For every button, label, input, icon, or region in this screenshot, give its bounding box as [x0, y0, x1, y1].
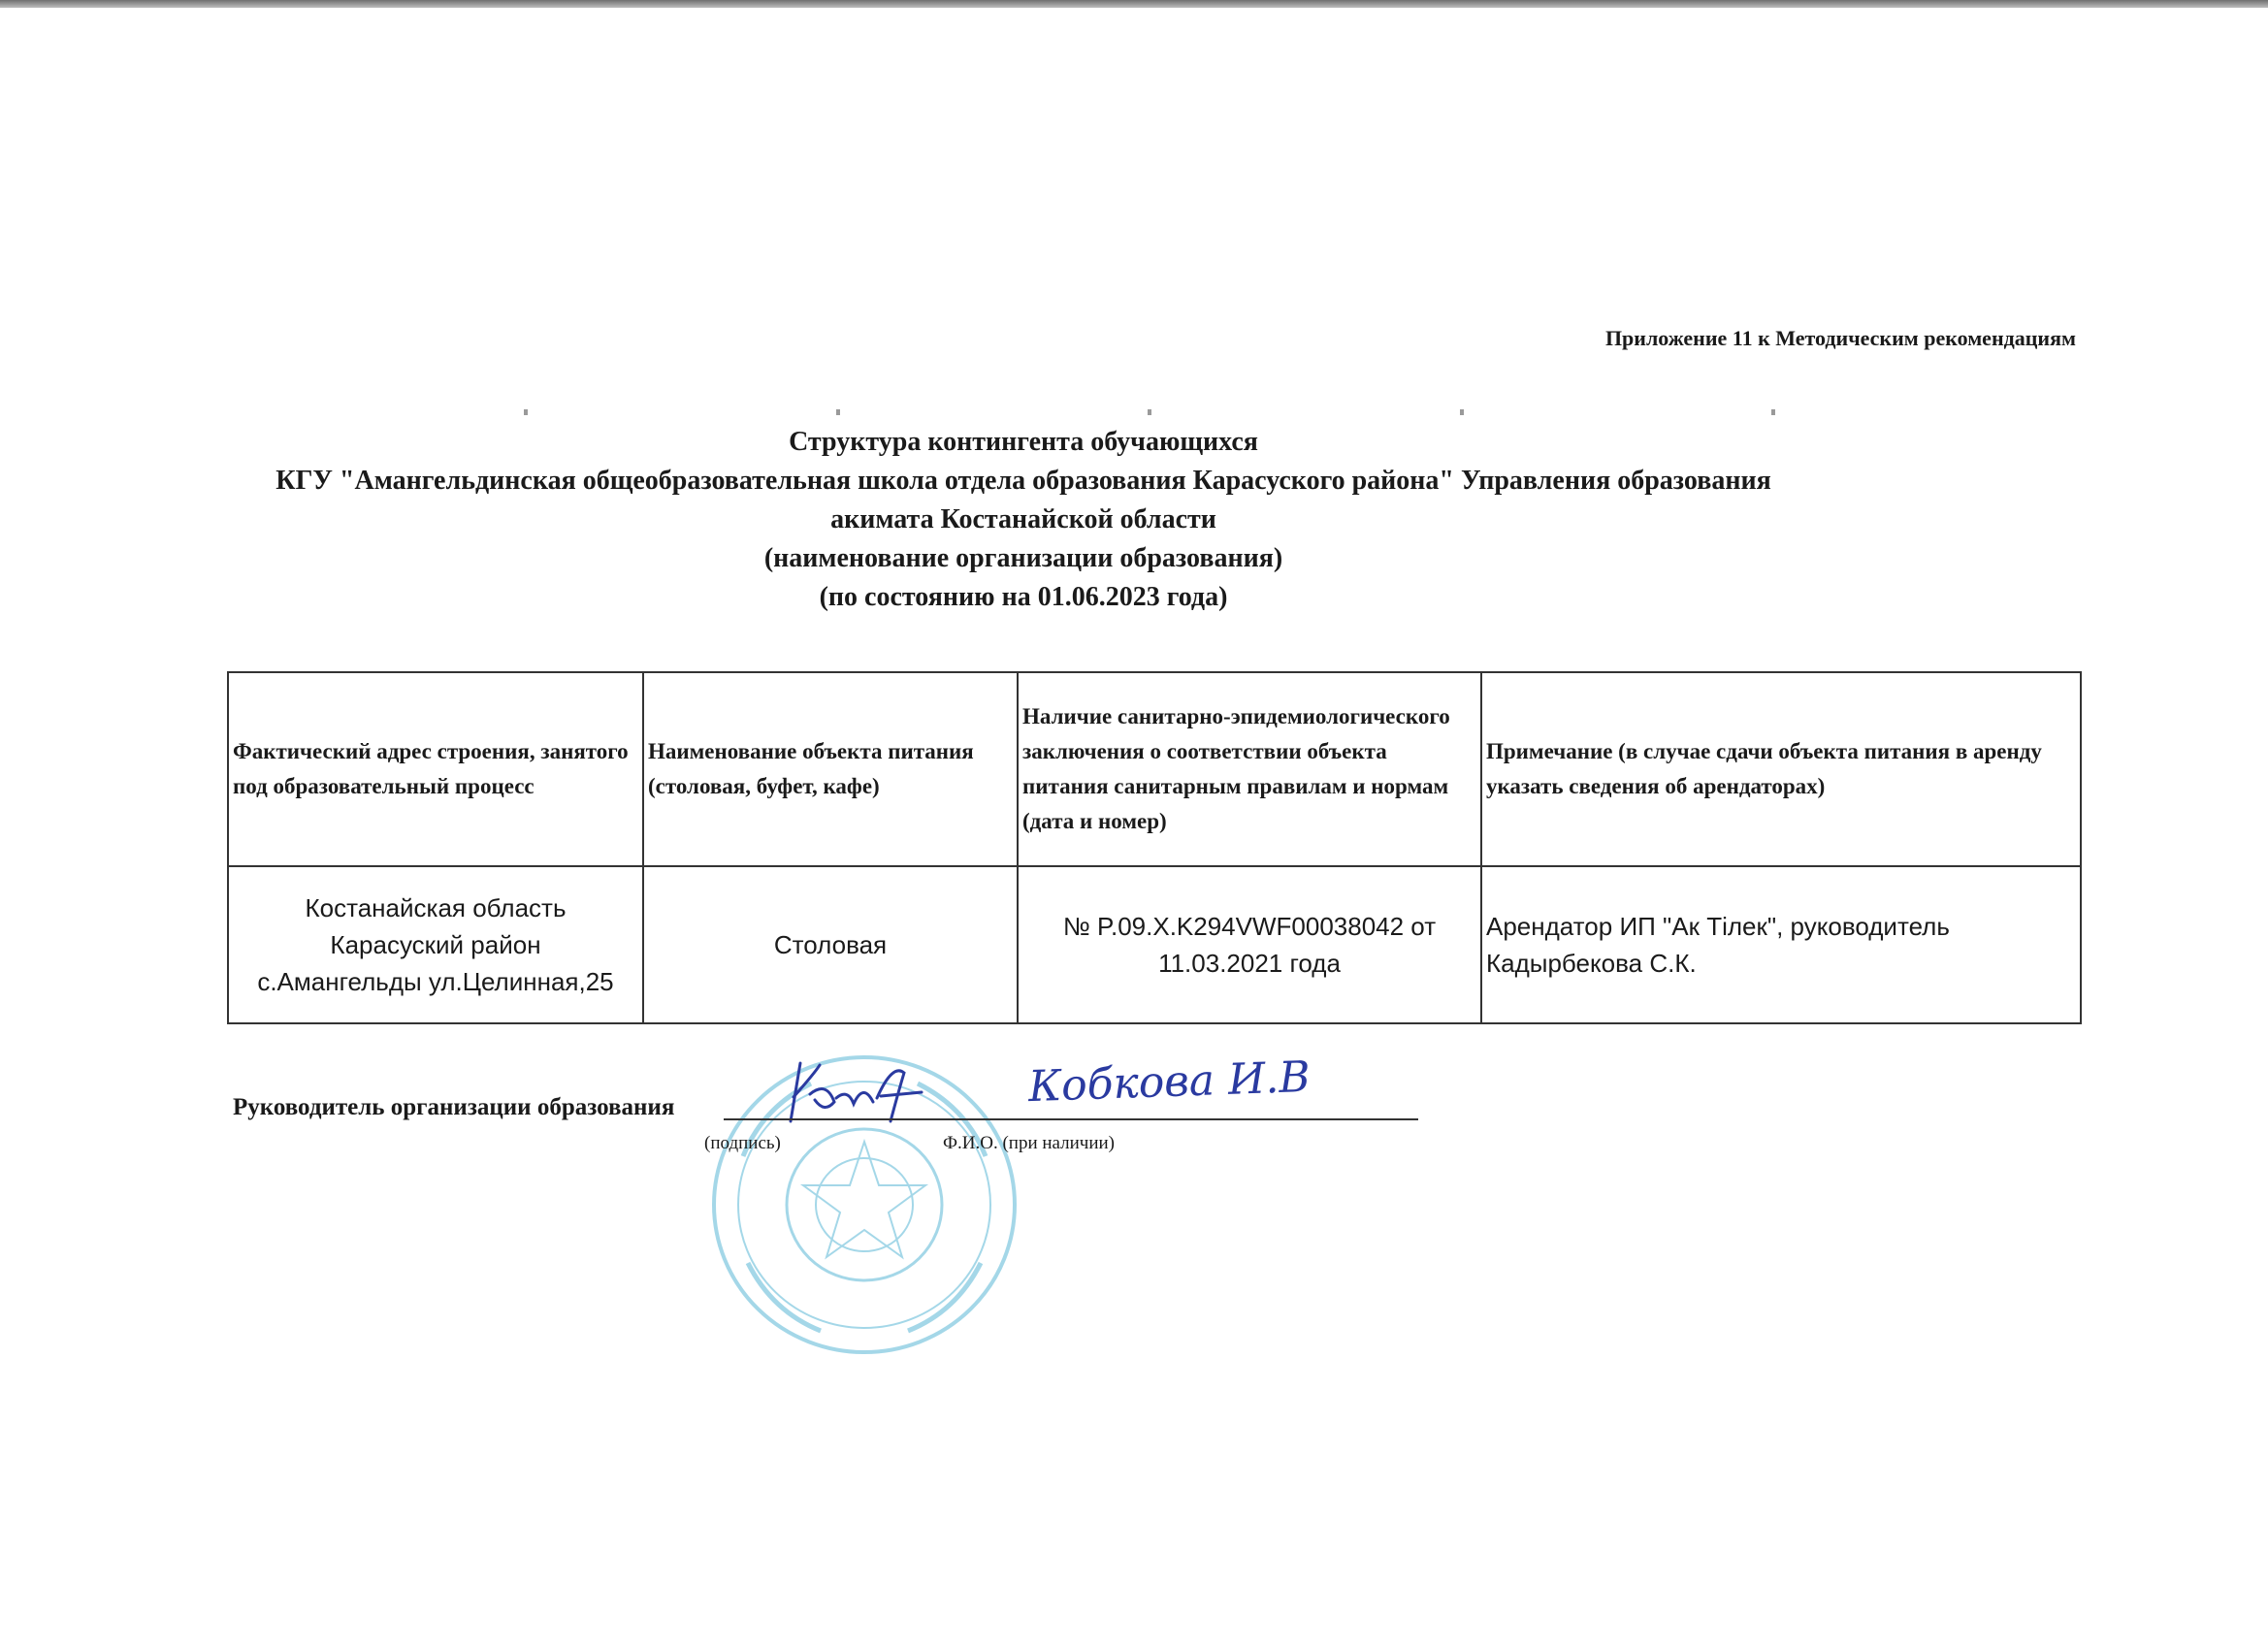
address-line: Костанайская область: [305, 893, 567, 922]
signature-line: [724, 1118, 1418, 1120]
address-line: с.Амангельды ул.Целинная,25: [257, 967, 614, 996]
food-facility-table: [227, 671, 2082, 1024]
fio-caption: Ф.И.О. (при наличии): [943, 1133, 1116, 1153]
certificate-line: 11.03.2021 года: [1158, 949, 1341, 978]
cell-note: [1481, 866, 2081, 1023]
appendix-note: Приложение 11 к Методическим рекомендациям: [1604, 326, 2076, 350]
header-note: Примечание (в случае сдачи объекта питания в аренду указать сведения об арендаторах): [1481, 672, 2081, 866]
title-line: Структура контингента обучающихся: [789, 427, 1258, 457]
address-line: Карасуский район: [330, 930, 541, 959]
certificate-line: № P.09.X.K294VWF00038042 от: [1062, 912, 1437, 941]
title-line: акимата Костанайской области: [830, 504, 1216, 534]
signatory-label: Руководитель организации образования: [233, 1094, 675, 1120]
cell-address: [228, 866, 643, 1023]
title-line: КГУ "Амангельдинская общеобразовательная школа отдела образования Карасуского района" Управления образования: [275, 466, 1771, 496]
header-address: Фактический адрес строения, занятого под образовательный процесс: [228, 672, 643, 866]
cell-object: Столовая: [643, 866, 1018, 1023]
note-line: Кадырбекова С.К.: [1486, 949, 1697, 978]
handwritten-fio: Кобкова И.В: [1027, 1051, 1312, 1113]
title-line: (наименование организации образования): [763, 543, 1283, 573]
signature-caption: (подпись): [704, 1133, 781, 1153]
header-certificate: Наличие санитарно-эпидемиологического заключения о соответствии объекта питания санитарным правилам и нормам (дата и номер): [1018, 672, 1481, 866]
note-line: Арендатор ИП "Ак Тілек", руководитель: [1486, 912, 1950, 941]
header-object: Наименование объекта питания (столовая, буфет, кафе): [643, 672, 1018, 866]
faint-scan-marks: [524, 409, 1775, 415]
cell-certificate: [1018, 866, 1481, 1023]
title-line: (по состоянию на 01.06.2023 года): [819, 582, 1228, 612]
table-header-row: [228, 672, 2081, 866]
table-row: [228, 866, 2081, 1023]
document-title: [223, 423, 1824, 617]
scan-edge: [0, 0, 2268, 8]
